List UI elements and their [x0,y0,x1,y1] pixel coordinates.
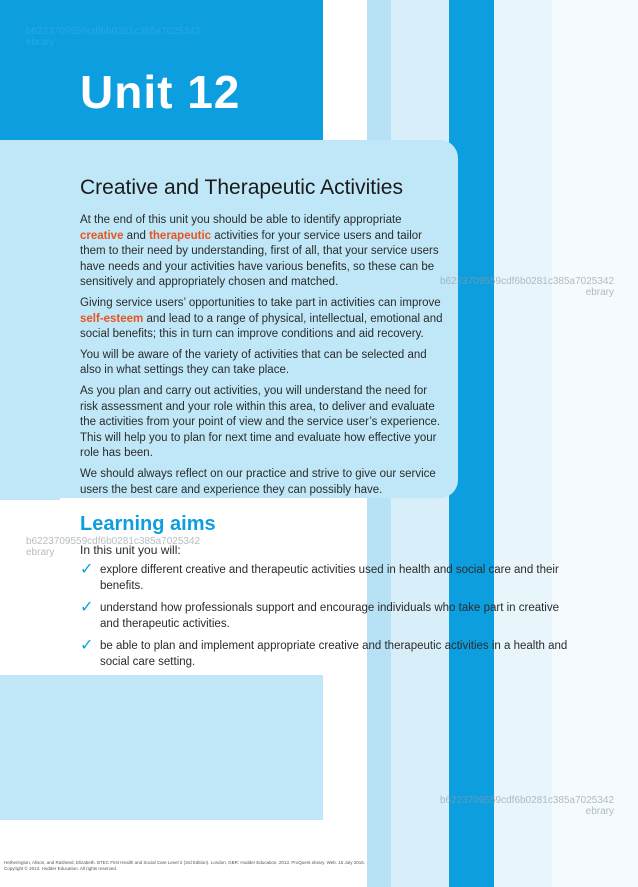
intro-text [80,213,445,503]
keyword-creative: creative [80,229,124,242]
stripe-column [494,0,552,887]
watermark-bottom: b6223709559cdf6b0281c385a7025342 ebrary [439,795,614,817]
checkmark-icon: ✓ [80,599,94,616]
list-item: ✓ be able to plan and implement appropriate creative and therapeutic activities in a health and social care setting. [80,637,568,668]
learning-aims-intro: In this unit you will: [80,543,181,557]
list-item: ✓ understand how professionals support and encourage individuals who take part in creative and therapeutic activities. [80,599,560,630]
copyright-footer: Hetherington, Alison, and Rasheed, Elizabeth. BTEC First Health and Social Care Level 2 (3rd Edition). London, GBR: Hodder Education, 2013. ProQuest ebrary. Web. 15 July 2015. Copyright © 2013. Hodder Education. All rights reserved. [4,860,366,871]
watermark-top: b6223709559cdf6b0281c385a7025342 ebrary [26,26,201,48]
intro-title: Creative and Therapeutic Activities [80,176,403,199]
keyword-self-esteem: self-esteem [80,312,144,325]
learning-aims-list [80,563,575,677]
watermark-right: b6223709559cdf6b0281c385a7025342 ebrary [439,276,614,298]
intro-paragraph: Giving service users’ opportunities to take part in activities can improve self-esteem and lead to a range of physical, intellectual, emotional and social benefits; this in turn can improve conditions and aid recovery. [80,296,443,341]
checkmark-icon: ✓ [80,561,94,578]
watermark-left: b6223709559cdf6b0281c385a7025342 ebrary [26,536,201,558]
stripe-column [552,0,638,887]
bottom-white-block [0,820,323,887]
list-item: ✓ explore different creative and therapeutic activities used in health and social care and their benefits. [80,561,559,592]
intro-paragraph: As you plan and carry out activities, you will understand the need for risk assessment and your role within this area, to deliver and evaluate the activities from your point of view and the service user’s experience. This will help you to plan for next time and evaluate how effective your role has been. [80,384,441,460]
intro-paragraph: We should always reflect on our practice and strive to give our service users the best care and experience they can possibly have. [80,467,436,496]
intro-paragraph: At the end of this unit you should be able to identify appropriate creative and therapeutic activities for your service users and tailor them to their need by understanding, first of all, that your service users have needs and your activities have various benefits, so these can be sensitively and appropriately chosen and matched. [80,214,439,289]
learning-aims-title: Learning aims [80,513,216,535]
checkmark-icon: ✓ [80,637,94,654]
keyword-therapeutic: therapeutic [149,229,212,242]
unit-title: Unit 12 [80,66,241,118]
intro-paragraph: You will be aware of the variety of activities that can be selected and also in what settings they can take place. [80,348,427,377]
left-pale-strip [0,210,60,500]
